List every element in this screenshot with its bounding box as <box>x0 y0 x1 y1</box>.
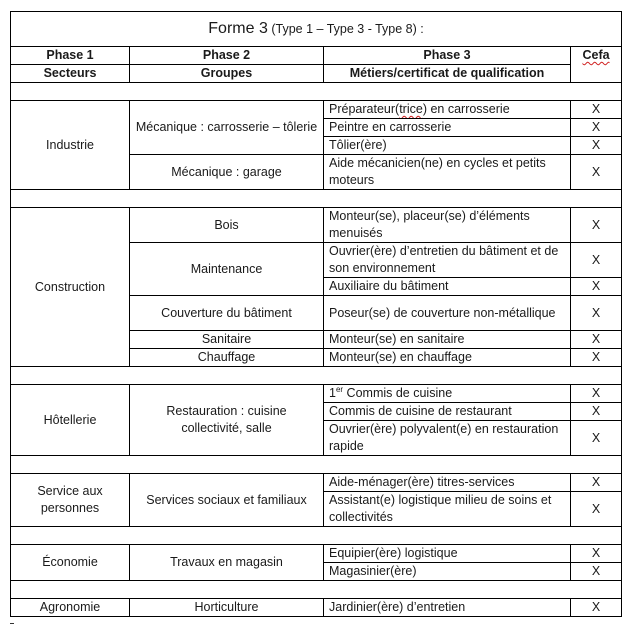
title-main: Forme 3 <box>208 20 268 37</box>
table-row <box>11 599 622 617</box>
group-restauration: Restauration : cuisine collectivité, salle <box>130 385 324 456</box>
job-monteur-chauffage: Monteur(se) en chauffage <box>324 349 571 367</box>
group-services-sociaux: Services sociaux et familiaux <box>130 474 324 527</box>
table-row <box>11 474 622 492</box>
group-garage: Mécanique : garage <box>130 155 324 190</box>
header-row-phase <box>11 47 622 65</box>
job-jardinier: Jardinier(ère) d’entretien <box>324 599 571 617</box>
group-travaux-magasin: Travaux en magasin <box>130 545 324 581</box>
header-phase-2: Phase 2 <box>130 47 324 65</box>
sector-industrie: Industrie <box>11 101 130 190</box>
cefa-mark: X <box>571 208 622 243</box>
table-row <box>11 101 622 119</box>
cefa-mark: X <box>571 421 622 456</box>
header-cefa-label: Cefa <box>582 48 610 62</box>
job-poseur: Poseur(se) de couverture non-métallique <box>324 296 571 331</box>
cefa-mark: X <box>571 243 622 278</box>
header-metiers: Métiers/certificat de qualification <box>324 65 571 83</box>
group-sanitaire: Sanitaire <box>130 331 324 349</box>
cefa-mark: X <box>571 331 622 349</box>
header-row-labels <box>11 65 622 83</box>
table-row <box>11 545 622 563</box>
job-monteur-sanitaire: Monteur(se) en sanitaire <box>324 331 571 349</box>
header-phase-3: Phase 3 <box>324 47 571 65</box>
job-magasinier: Magasinier(ère) <box>324 563 571 581</box>
table-row <box>11 208 622 243</box>
spacer-row <box>11 456 622 474</box>
header-phase-1: Phase 1 <box>11 47 130 65</box>
page-mark <box>10 623 14 624</box>
sector-agronomie: Agronomie <box>11 599 130 617</box>
job-equipier: Equipier(ère) logistique <box>324 545 571 563</box>
job-peintre: Peintre en carrosserie <box>324 119 571 137</box>
job-aide-menager: Aide-ménager(ère) titres-services <box>324 474 571 492</box>
spacer-row <box>11 527 622 545</box>
spacer-row <box>11 581 622 599</box>
sector-service-personnes: Service aux personnes <box>11 474 130 527</box>
table-row <box>11 385 622 403</box>
title-sub: (Type 1 – Type 3 - Type 8) : <box>271 22 424 36</box>
group-maintenance: Maintenance <box>130 243 324 296</box>
sector-economie: Économie <box>11 545 130 581</box>
table-title <box>11 12 622 47</box>
cefa-mark: X <box>571 474 622 492</box>
spacer-row <box>11 190 622 208</box>
header-groupes: Groupes <box>130 65 324 83</box>
job-monteur-placeur: Monteur(se), placeur(se) d’éléments menuisés <box>324 208 571 243</box>
job-preparateur: Préparateur(trice) en carrosserie <box>324 101 571 119</box>
sector-construction: Construction <box>11 208 130 367</box>
cefa-mark: X <box>571 101 622 119</box>
title-row <box>11 12 622 47</box>
cefa-mark: X <box>571 599 622 617</box>
job-premier-commis: 1er Commis de cuisine <box>324 385 571 403</box>
group-couverture: Couverture du bâtiment <box>130 296 324 331</box>
qualification-table <box>10 11 622 617</box>
group-horticulture: Horticulture <box>130 599 324 617</box>
job-assistant-logistique: Assistant(e) logistique milieu de soins et collectivités <box>324 492 571 527</box>
cefa-mark: X <box>571 349 622 367</box>
group-carrosserie: Mécanique : carrosserie – tôlerie <box>130 101 324 155</box>
cefa-mark: X <box>571 278 622 296</box>
cefa-mark: X <box>571 296 622 331</box>
cefa-mark: X <box>571 545 622 563</box>
cefa-mark: X <box>571 403 622 421</box>
spacer-row <box>11 367 622 385</box>
sector-hotellerie: Hôtellerie <box>11 385 130 456</box>
cefa-mark: X <box>571 563 622 581</box>
job-ouvrier-polyvalent: Ouvrier(ère) polyvalent(e) en restauration rapide <box>324 421 571 456</box>
job-aide-mecanicien: Aide mécanicien(ne) en cycles et petits moteurs <box>324 155 571 190</box>
cefa-mark: X <box>571 119 622 137</box>
job-commis-restaurant: Commis de cuisine de restaurant <box>324 403 571 421</box>
header-secteurs: Secteurs <box>11 65 130 83</box>
job-auxiliaire: Auxiliaire du bâtiment <box>324 278 571 296</box>
header-cefa <box>571 47 622 83</box>
group-chauffage: Chauffage <box>130 349 324 367</box>
cefa-mark: X <box>571 385 622 403</box>
group-bois: Bois <box>130 208 324 243</box>
cefa-mark: X <box>571 137 622 155</box>
job-ouvrier-entretien: Ouvrier(ère) d’entretien du bâtiment et de son environnement <box>324 243 571 278</box>
job-tolier: Tôlier(ère) <box>324 137 571 155</box>
cefa-mark: X <box>571 492 622 527</box>
cefa-mark: X <box>571 155 622 190</box>
spacer-row <box>11 83 622 101</box>
